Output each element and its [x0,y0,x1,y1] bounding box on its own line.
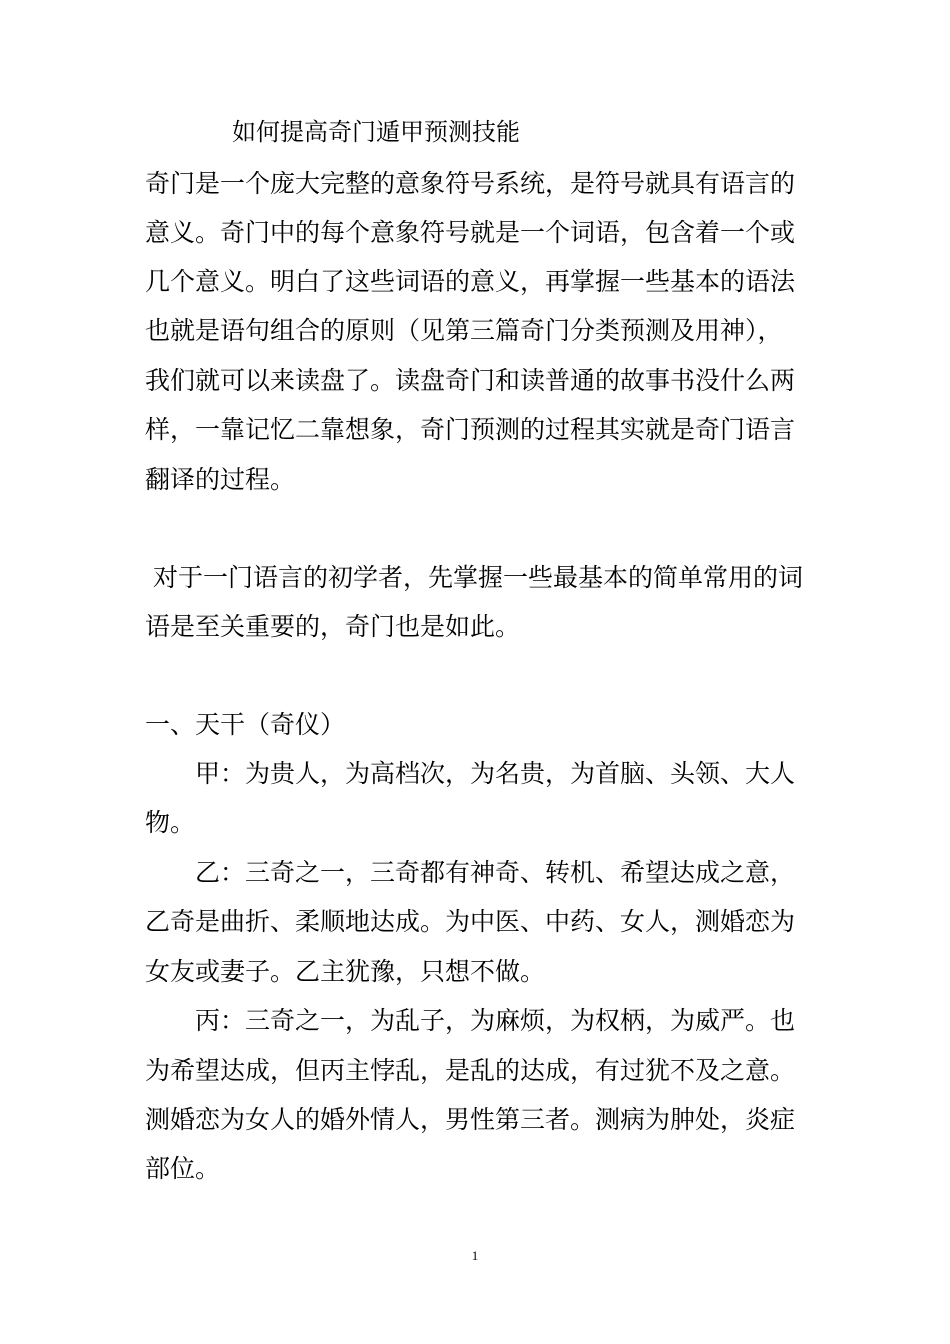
intro-line: 样，一靠记忆二靠想象，奇门预测的过程其实就是奇门语言 [145,415,796,444]
intro-line: 翻译的过程。 [145,465,296,494]
intro-line: 几个意义。明白了这些词语的意义，再掌握一些基本的语法 [145,267,796,296]
bing-paragraph-line: 测婚恋为女人的婚外情人，男性第三者。测病为肿处，炎症 [145,1105,796,1134]
page-number: 1 [471,1248,479,1263]
section-heading: 一、天干（奇仪） [145,710,346,739]
yi-paragraph-line: 乙：三奇之一，三奇都有神奇、转机、希望达成之意， [195,858,796,887]
yi-paragraph-line: 乙奇是曲折、柔顺地达成。为中医、中药、女人，测婚恋为 [145,907,796,936]
document-title: 如何提高奇门遁甲预测技能 [232,118,520,146]
beginner-paragraph-line: 对于一门语言的初学者，先掌握一些最基本的简单常用的词 [145,563,803,592]
intro-line: 意义。奇门中的每个意象符号就是一个词语，包含着一个或 [145,218,796,247]
intro-line: 也就是语句组合的原则（见第三篇奇门分类预测及用神）， [145,316,783,345]
intro-line: 奇门是一个庞大完整的意象符号系统，是符号就具有语言的 [145,169,796,198]
intro-line: 我们就可以来读盘了。读盘奇门和读普通的故事书没什么两 [145,366,796,395]
yi-paragraph-line: 女友或妻子。乙主犹豫，只想不做。 [145,957,546,986]
jia-paragraph-line: 甲：为贵人，为高档次，为名贵，为首脑、头领、大人 [195,759,796,788]
bing-paragraph-line: 丙：三奇之一，为乱子，为麻烦，为权柄，为威严。也 [195,1006,796,1035]
bing-paragraph-line: 部位。 [145,1154,221,1183]
bing-paragraph-line: 为希望达成，但丙主悖乱，是乱的达成，有过犹不及之意。 [145,1056,796,1085]
beginner-paragraph-line: 语是至关重要的，奇门也是如此。 [145,612,521,641]
jia-paragraph-line: 物。 [145,808,196,837]
